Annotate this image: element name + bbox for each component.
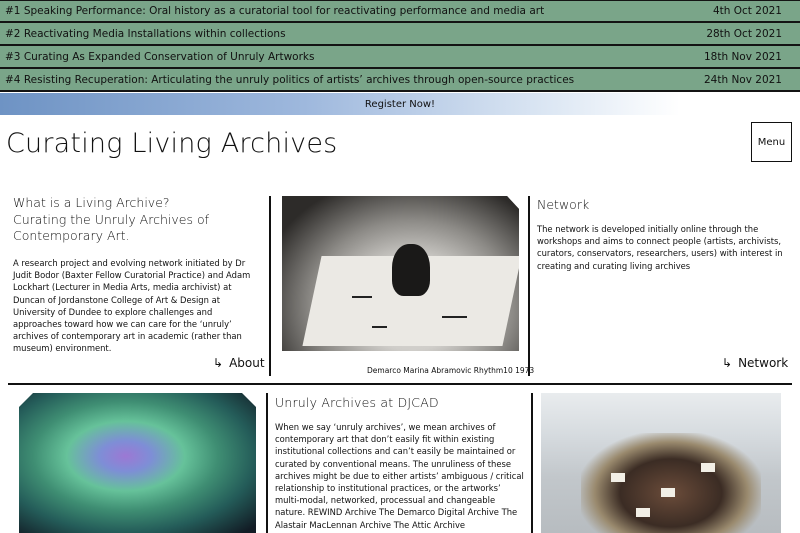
network-link-label: Network: [738, 356, 789, 370]
register-now-link[interactable]: Register Now!: [0, 93, 800, 115]
photo-tag: [611, 473, 625, 482]
photo-mark: [442, 316, 467, 318]
about-text: A research project and evolving network initiated by Dr Judit Bodor (Baxter Fellow Curatorial Practice) and Adam Lockhart (Lecturer in Media Arts, media archivist) at Duncan of Jordanstone College of Art & Design at University of Dundee to explore challenges and approaches toward how we can care for the ‘unruly’ archives of contemporary art in academic (rather than museum) environment.: [13, 258, 251, 354]
network-link[interactable]: [722, 356, 788, 370]
archive-box-photo: [541, 393, 781, 533]
photo-tag: [701, 463, 715, 472]
event-title: #3 Curating As Expanded Conservation of Unruly Artworks: [5, 50, 315, 63]
djcad-heading: Unruly Archives at DJCAD: [275, 395, 439, 410]
event-date: 24th Nov 2021: [703, 73, 782, 86]
photo-mark: [372, 326, 387, 328]
event-title: #1 Speaking Performance: Oral history as a curatorial tool for reactivating performance and media art: [5, 5, 545, 17]
about-link-label: About: [229, 356, 265, 370]
event-date: 18th Nov 2021: [703, 50, 782, 63]
about-heading: [13, 195, 258, 245]
event-date: 4th Oct 2021: [712, 5, 782, 17]
site-title[interactable]: Curating Living Archives: [6, 128, 338, 159]
divider-vertical-3: [266, 393, 268, 533]
network-heading: Network: [537, 197, 590, 212]
photo-tag: [636, 508, 650, 517]
menu-button[interactable]: Menu: [751, 122, 792, 162]
photo-caption: Demarco Marina Abramovic Rhythm10 1973: [367, 366, 535, 375]
abstract-artwork-image: [19, 393, 256, 533]
arrow-return-icon: ↳: [722, 356, 733, 370]
event-title: #4 Resisting Recuperation: Articulating the unruly politics of artists’ archives through open-source practices: [5, 73, 575, 86]
divider-vertical-4: [531, 393, 533, 533]
divider-vertical-2: [528, 196, 530, 376]
arrow-return-icon: ↳: [213, 356, 224, 370]
divider-horizontal: [8, 383, 792, 385]
photo-pile: [581, 433, 761, 533]
performance-photo: [282, 196, 519, 351]
about-heading-line2: Curating the Unruly Archives of Contemporary Art.: [13, 211, 209, 243]
event-row-4[interactable]: [0, 69, 800, 92]
events-list: [0, 0, 800, 92]
photo-figure: [392, 244, 430, 296]
event-row-1[interactable]: [0, 0, 800, 23]
network-text: The network is developed initially online through the workshops and aims to connect people (artists, archivists, curators, conservators, researchers, users) with interest in creating and curating living archives: [537, 224, 783, 271]
event-row-2[interactable]: [0, 23, 800, 46]
about-link[interactable]: [213, 356, 265, 370]
about-heading-line1: What is a Living Archive?: [13, 195, 170, 210]
event-title: #2 Reactivating Media Installations within collections: [5, 27, 286, 40]
photo-mark: [352, 296, 372, 298]
djcad-text: When we say ‘unruly archives’, we mean archives of contemporary art that don’t easily fit within existing institutional collections and can’t easily be maintained or curated by conventional means. The unruliness of these archives might be due to either artists’ ambiguous / critical relationship to institutional practices, or the artworks’ multi-modal, networked, processual and changeable nature. REWIND Archive The Demarco Digital Archive The Alastair MacLennan Archive The Attic Archive: [275, 422, 524, 530]
event-row-3[interactable]: [0, 46, 800, 69]
divider-vertical-1: [269, 196, 271, 376]
event-date: 28th Oct 2021: [706, 27, 782, 40]
photo-tag: [661, 488, 675, 497]
